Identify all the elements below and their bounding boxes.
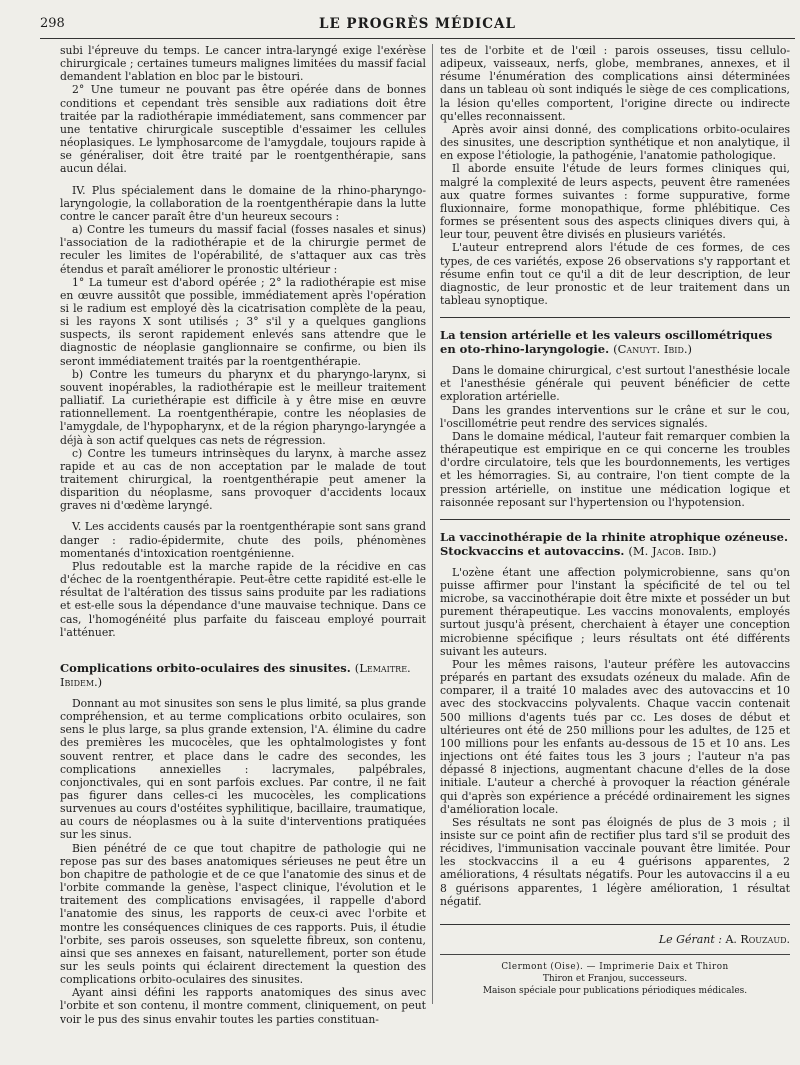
gerant-line	[440, 933, 790, 946]
printer-specialty: Maison spéciale pour publications périodiques médicales.	[482, 986, 748, 997]
paragraph: L'ozène étant une affection polymicrobienne, sans qu'on puisse affirmer pour l'instant la spécificité de tel ou tel microbe, sa vaccinothérapie doit être mixte et posséder un but purement thérapeutique. Les vaccins monovalents, employés surtout jusqu'à présent, cherchaient à étayer une conception microbienne spécifique ; leurs résultats ont été différents suivant les auteurs.	[440, 565, 790, 658]
section-heading	[440, 328, 790, 356]
page-header	[40, 12, 795, 39]
paragraph: V. Les accidents causés par la roentgenthérapie sont sans grand danger : radio-épidermite, chute des poils, phénomènes momentanés d'intoxication roentgénienne.	[60, 520, 426, 560]
gerant-name: A. Rouzaud.	[725, 932, 790, 946]
paragraph: c) Contre les tumeurs intrinsèques du larynx, à marche assez rapide et au cas de non acceptation par le malade de tout traitement chirurgical, la roentgenthérapie peut amener la disparition du néoplasme, sans provoquer d'accidents locaux graves ni d'œdème laryngé.	[60, 446, 426, 513]
column-divider	[432, 44, 433, 1004]
paragraph: a) Contre les tumeurs du massif facial (fosses nasales et sinus) l'association de la radiothérapie et de la chirurgie permet de reculer les limites de l'opérabilité, de s'attaquer aux cas très étendus et paraît améliorer le pronostic ultérieur :	[60, 223, 426, 276]
section-title: La vaccinothérapie de la rhinite atrophique ozéneuse. Stockvaccins et autovaccins.	[440, 529, 788, 558]
paragraph: Plus redoutable est la marche rapide de la récidive en cas d'échec de la roentgenthérapie. Peut-être cette rapidité est-elle le résultat de l'altération des tissus sains produite par les radiations et est-elle sous la dépendance d'une mauvaise technique. Dans ce cas, l'homogénéité plus parfaite du faisceau employé pourrait l'atténuer.	[60, 559, 426, 639]
section-heading	[440, 530, 790, 558]
page-number: 298	[40, 16, 65, 31]
right-column	[440, 44, 790, 1054]
paragraph: Ayant ainsi défini les rapports anatomiques des sinus avec l'orbite et son contenu, il montre comment, cliniquement, on peut voir le pus des sinus envahir toutes les parties constituan-	[60, 986, 426, 1026]
paragraph: 1° La tumeur est d'abord opérée ; 2° la radiothérapie est mise en œuvre aussitôt que possible, immédiatement après l'opération si le radium est employé dès la cicatrisation complète de la peau, si les rayons X sont utilisés ; 3° s'il y a quelques ganglions suspects, ils seront rapidement enlevés sans attendre que le diagnostic de néoplasie ganglionnaire se confirme, ou bien ils seront immédiatement traités par la roentgenthérapie.	[60, 275, 426, 368]
paragraph: Ses résultats ne sont pas éloignés de plus de 3 mois ; il insiste sur ce point afin de rectifier plus tard s'il se produit des récidives, l'immunisation vaccinale pouvant être limitée. Pour les stockvaccins il a eu 4 guérisons apparentes, 2 améliorations, 4 résultats négatifs. Pour les autovaccins il a eu 8 guérisons apparentes, 1 légère amélioration, 1 résultat négatif.	[440, 815, 790, 908]
left-column	[60, 44, 426, 1054]
printer-footer	[440, 961, 790, 997]
paragraph: L'auteur entreprend alors l'étude de ces formes, de ces types, de ces variétés, expose 26 observations s'y rapportant et résume enfin tout ce qu'il a dit de leur description, de leur diagnostic, de leur pronostic et de leur traitement dans un tableau synoptique.	[440, 241, 790, 307]
printer-line: Clermont (Oise). — Imprimerie Daix et Thiron	[501, 962, 729, 973]
section-separator	[440, 519, 790, 520]
section-title: La tension artérielle et les valeurs oscillométriques en oto-rhino-laryngologie.	[440, 328, 773, 357]
section-separator	[440, 317, 790, 318]
footer-separator	[440, 954, 790, 955]
paragraph: Après avoir ainsi donné, des complications orbito-oculaires des sinusites, une description synthétique et non analytique, il en expose l'étiologie, la pathogénie, l'anatomie pathologique.	[440, 122, 790, 163]
paragraph: Donnant au mot sinusites son sens le plus limité, sa plus grande compréhension, et au terme complications orbito oculaires, son sens le plus large, sa plus grande extension, l'A. élimine du cadre des premières les mucocèles, que les ophtalmologistes y font souvent rentrer, et place dans le cadre des secondes, les complications annexielles : lacrymales, palpébrales, conjonctivales, qui en sont parfois exclues. Par contre, il ne fait pas figurer dans celles-ci les mucocèles, les complications survenues au cours d'ostéites syphilitique, bacillaire, traumatique, au cours de néoplasmes ou à la suite d'interventions pratiquées sur les sinus.	[60, 696, 426, 842]
paragraph: 2° Une tumeur ne pouvant pas être opérée dans de bonnes conditions et cependant très sensible aux radiations doit être traitée par la radiothérapie immédiatement, sans commencer par une tentative chirurgicale susceptible d'essaimer les cellules néoplasiques. Le lymphosarcome de l'amygdale, toujours rapide à se généraliser, doit être traité par le roentgenthérapie, sans aucun délai.	[60, 83, 426, 176]
paragraph: Bien pénétré de ce que tout chapitre de pathologie qui ne repose pas sur des bases anatomiques sérieuses ne peut être un bon chapitre de pathologie et de ce que l'anatomie des sinus et de l'orbite commande la genèse, l'aspect clinique, l'évolution et le traitement des complications envisagées, il rappelle d'abord l'anatomie des sinus, les rapports de ceux-ci avec l'orbite et montre les conséquences cliniques de ces rapports. Puis, il étudie l'orbite, ses parois osseuses, son squelette fibreux, son contenu, ainsi que ses annexes en faisant, naturellement, porter son étude sur les seuls points qui éclairent directement la question des complications orbito-oculaires des sinusites.	[60, 841, 426, 987]
section-ref: (M. Jacob. Ibid.)	[628, 543, 717, 558]
section-ref: (Lemaitre. Ibidem.)	[60, 660, 411, 689]
paragraph: b) Contre les tumeurs du pharynx et du pharyngo-larynx, si souvent inopérables, la radiothérapie est le meilleur traitement palliatif. La curiethérapie est difficile à y être mise en œuvre rationnellement. La roentgenthérapie, contre les néoplasies de l'amygdale, de l'hypopharynx, et de la région pharyngo-laryngée a déjà à son actif quelques cas nets de régression.	[60, 367, 426, 447]
paragraph: IV. Plus spécialement dans le domaine de la rhino-pharyngo-laryngologie, la collaboration de la roentgenthérapie dans la lutte contre le cancer paraît être d'un heureux secours :	[60, 183, 426, 223]
paragraph: Dans le domaine médical, l'auteur fait remarquer combien la thérapeutique est empirique en ce qui concerne les troubles d'ordre circulatoire, tels que les bourdonnements, les vertiges et les hémorragies. Si, au contraire, l'on tient compte de la pression artérielle, on institue une médication logique et raisonnée reposant sur l'hypertension ou l'hypotension.	[440, 429, 790, 509]
paragraph: tes de l'orbite et de l'œil : parois osseuses, tissu cellulo-adipeux, vaisseaux, nerfs, globe, membranes, annexes, et il résume l'énumération des complications ainsi déterminées dans un tableau où sont indiqués le siège de ces complications, la lésion qu'elles comportent, l'origine directe ou indirecte qu'elles reconnaissent.	[440, 44, 790, 123]
section-title: Complications orbito-oculaires des sinusites.	[60, 660, 351, 675]
journal-title: LE PROGRÈS MÉDICAL	[318, 16, 517, 32]
paragraph: Pour les mêmes raisons, l'auteur préfère les autovaccins préparés en partant des exsudats ozéneux du malade. Afin de comparer, il a traité 10 malades avec des autovaccins et 10 avec des stockvaccins polyvalents. Chaque vaccin contenait 500 millions d'agents tués par cc. Les doses de début et ultérieures ont été de 250 millions pour les adultes, de 125 et 100 millions pour les enfants au-dessous de 15 et 10 ans. Les injections ont été faites tous les 3 jours ; l'auteur n'a pas dépassé 8 injections, augmentant chacune d'elles de la dose initiale. L'auteur a cherché à provoquer la réaction générale qui d'après son expérience a précédé ordinairement les signes d'amélioration locale.	[440, 657, 790, 816]
section-ref: (Canuyt. Ibid.)	[613, 342, 692, 357]
printer-successors: Thiron et Franjou, successeurs.	[542, 974, 688, 985]
paragraph: Dans les grandes interventions sur le crâne et sur le cou, l'oscillométrie peut rendre des services signalés.	[440, 403, 790, 430]
paragraph: Il aborde ensuite l'étude de leurs formes cliniques qui, malgré la complexité de leurs aspects, peuvent être ramenées aux quatre formes suivantes : forme suppurative, forme fluxionnaire, forme monopathique, forme phlébitique. Ces formes se présentent sous des aspects cliniques divers qui, à leur tour, peuvent être divisés en plusieurs variétés.	[440, 162, 790, 242]
section-separator	[440, 924, 790, 925]
section-heading	[60, 661, 426, 689]
gerant-label: Le Gérant :	[658, 932, 722, 946]
paragraph: Dans le domaine chirurgical, c'est surtout l'anesthésie locale et l'anesthésie générale qui peuvent bénéficier de cette exploration artérielle.	[440, 364, 790, 404]
paragraph: subi l'épreuve du temps. Le cancer intra-laryngé exige l'exérèse chirurgicale ; certaines tumeurs malignes limitées du massif facial demandent l'ablation en bloc par le bistouri.	[60, 44, 426, 84]
